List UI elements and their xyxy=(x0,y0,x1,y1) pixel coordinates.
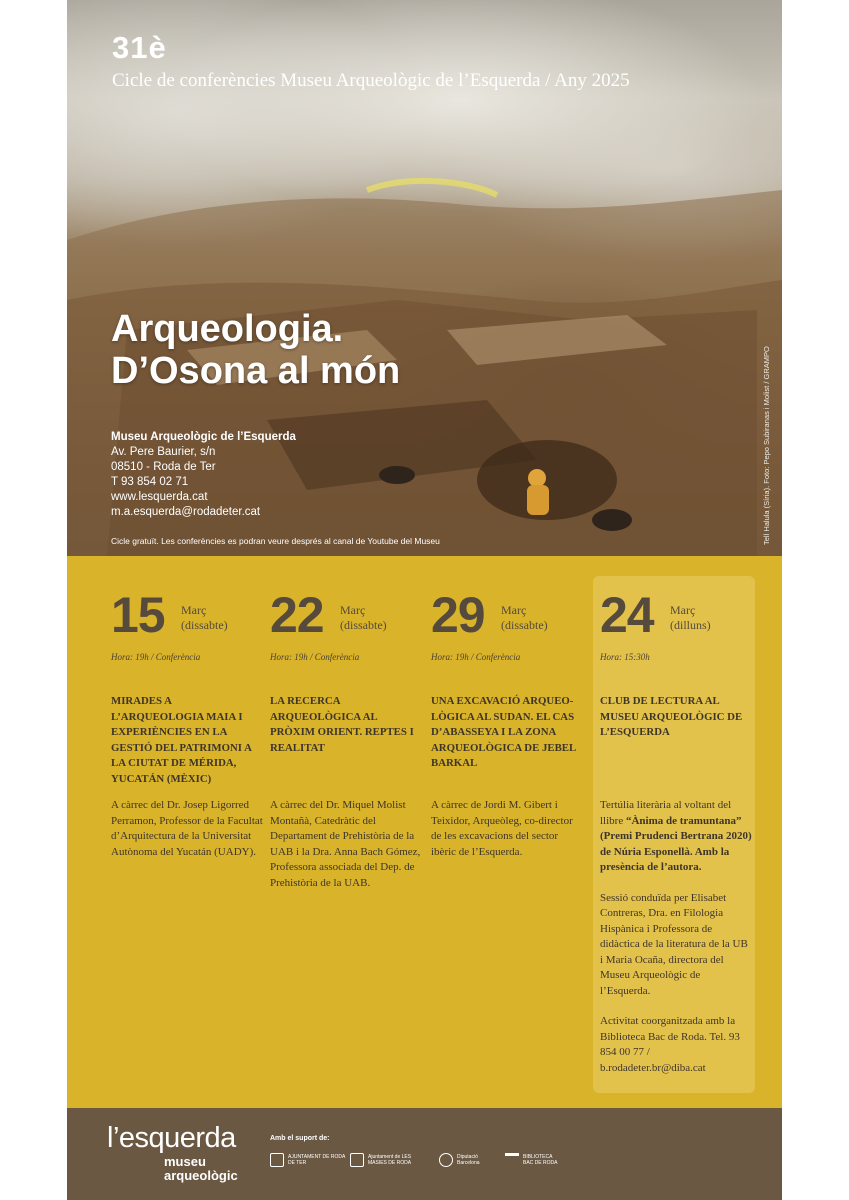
event-month: Març xyxy=(340,603,366,617)
library-logo-icon xyxy=(505,1153,519,1167)
event-day: 22 xyxy=(270,587,324,643)
event-time: Hora: 19h / Conferència xyxy=(270,652,360,662)
reading-club-intro xyxy=(600,798,752,876)
event-day: 29 xyxy=(431,587,485,643)
program-section xyxy=(67,556,782,1108)
support-label: Amb el suport de: xyxy=(270,1135,330,1142)
town-crest-icon xyxy=(270,1153,284,1167)
book-info: “Ànima de tramuntana” (Premi Prudenci Bertrana 2020) de Núria Esponellà. Amb la presència de l’autora. xyxy=(600,814,752,873)
event-month-block xyxy=(340,603,387,633)
event-month-block xyxy=(181,603,228,633)
main-title-line1: Arqueologia. xyxy=(111,308,344,350)
town-crest-icon xyxy=(350,1153,364,1167)
event-title: UNA EXCAVACIÓ ARQUEO-LÒGICA AL SUDAN. EL CAS D’ABASSEYA I LA ZONA ARQUEOLÒGICA DE JEBEL BARKAL xyxy=(431,695,576,769)
event-description: A càrrec del Dr. Miquel Molist Montañà, Catedràtic del Departament de Prehistòria de la UAB i la Dra. Anna Bach Gómez, Professora associada del Dep. de Prehistòria de la UAB. xyxy=(270,799,421,889)
event-time: Hora: 19h / Conferència xyxy=(111,652,201,662)
sponsor-label: BIBLIOTECA BAC DE RODA xyxy=(523,1154,558,1166)
event-month: Març xyxy=(181,603,207,617)
event-weekday: (dissabte) xyxy=(340,618,387,632)
event-month-block xyxy=(670,603,711,633)
hero-photo xyxy=(67,0,782,556)
event-weekday: (dissabte) xyxy=(181,618,228,632)
main-title-line2: D’Osona al món xyxy=(111,350,401,392)
photo-credit: Tell Halula (Síria). Foto: Pepo Subiranas i Molist / GRAMPO xyxy=(762,346,771,545)
diputacio-logo-icon xyxy=(439,1153,453,1167)
sponsor-biblioteca xyxy=(505,1153,563,1167)
event-day: 24 xyxy=(600,587,654,643)
sponsor-label: AJUNTAMENT DE RODA DE TER xyxy=(288,1154,346,1166)
poster xyxy=(67,0,782,1200)
museum-logo-subtitle xyxy=(164,1155,238,1183)
event-month: Març xyxy=(670,603,696,617)
museum-name: Museu Arqueològic de l’Esquerda xyxy=(111,431,296,443)
sponsor-masies-de-roda xyxy=(350,1153,428,1167)
sponsor-roda-de-ter xyxy=(270,1153,348,1167)
reading-club-coorganizer: Activitat coorganitzada amb la Biblioteca Bac de Roda. Tel. 93 854 00 77 / b.rodadeter.br@diba.cat xyxy=(600,1015,740,1074)
event-time: Hora: 19h / Conferència xyxy=(431,652,521,662)
event-weekday: (dilluns) xyxy=(670,618,711,632)
sponsor-diputacio xyxy=(439,1153,497,1167)
cycle-title: Cicle de conferències Museu Arqueològic de l’Esquerda / Any 2025 xyxy=(112,70,630,91)
reading-club-host: Sessió conduïda per Elisabet Contreras, Dra. en Filologia Hispànica i Professora de didàctica de la literatura de la UB i Maria Ocaña, directora del Museu Arqueològic de l’Esquerda. xyxy=(600,891,748,997)
event-title: CLUB DE LECTURA AL MUSEU ARQUEOLÒGIC DE L’ESQUERDA xyxy=(600,695,743,738)
logo-sub-line1: museu xyxy=(164,1154,206,1169)
city: 08510 - Roda de Ter xyxy=(111,461,216,473)
event-day: 15 xyxy=(111,587,165,643)
edition-number: 31è xyxy=(112,30,167,65)
event-month: Març xyxy=(501,603,527,617)
event-time: Hora: 15:30h xyxy=(600,652,650,662)
sponsor-label: Diputació Barcelona xyxy=(457,1154,480,1166)
event-title: LA RECERCA ARQUEOLÒGICA AL PRÒXIM ORIENT. REPTES I REALITAT xyxy=(270,695,414,754)
event-description xyxy=(600,798,752,1091)
event-description: A càrrec del Dr. Josep Ligorred Perramon, Professor de la Facultat d’Arquitectura de la Universitat Autònoma del Yucatán (UADY). xyxy=(111,799,263,858)
event-weekday: (dissabte) xyxy=(501,618,548,632)
free-cycle-note: Cicle gratuït. Les conferències es podran veure després al canal de Youtube del Museu xyxy=(111,536,440,546)
address: Av. Pere Baurier, s/n xyxy=(111,446,216,458)
phone: T 93 854 02 71 xyxy=(111,476,189,488)
event-title: MIRADES A L’ARQUEOLOGIA MAIA I EXPERIÈNCIES EN LA GESTIÓ DEL PATRIMONI A LA CIUTAT DE MÉRIDA, YUCATÁN (MÈXIC) xyxy=(111,695,252,785)
logo-sub-line2: arqueològic xyxy=(164,1168,238,1183)
email-link[interactable]: m.a.esquerda@rodadeter.cat xyxy=(111,506,261,518)
website-link[interactable]: www.lesquerda.cat xyxy=(111,491,208,503)
footer xyxy=(67,1108,782,1200)
museum-logo: l’esquerda xyxy=(107,1122,236,1154)
event-month-block xyxy=(501,603,548,633)
contact-block xyxy=(111,430,296,520)
intro-text: Tertúlia literària al voltant del llibre xyxy=(600,799,732,827)
event-description: A càrrec de Jordi M. Gibert i Teixidor, Arqueòleg, co-director de les excavacions del sector ibèric de l’Esquerda. xyxy=(431,799,573,858)
sponsor-label: Ajuntament de LES MASIES DE RODA xyxy=(368,1154,412,1166)
main-title xyxy=(111,308,400,392)
